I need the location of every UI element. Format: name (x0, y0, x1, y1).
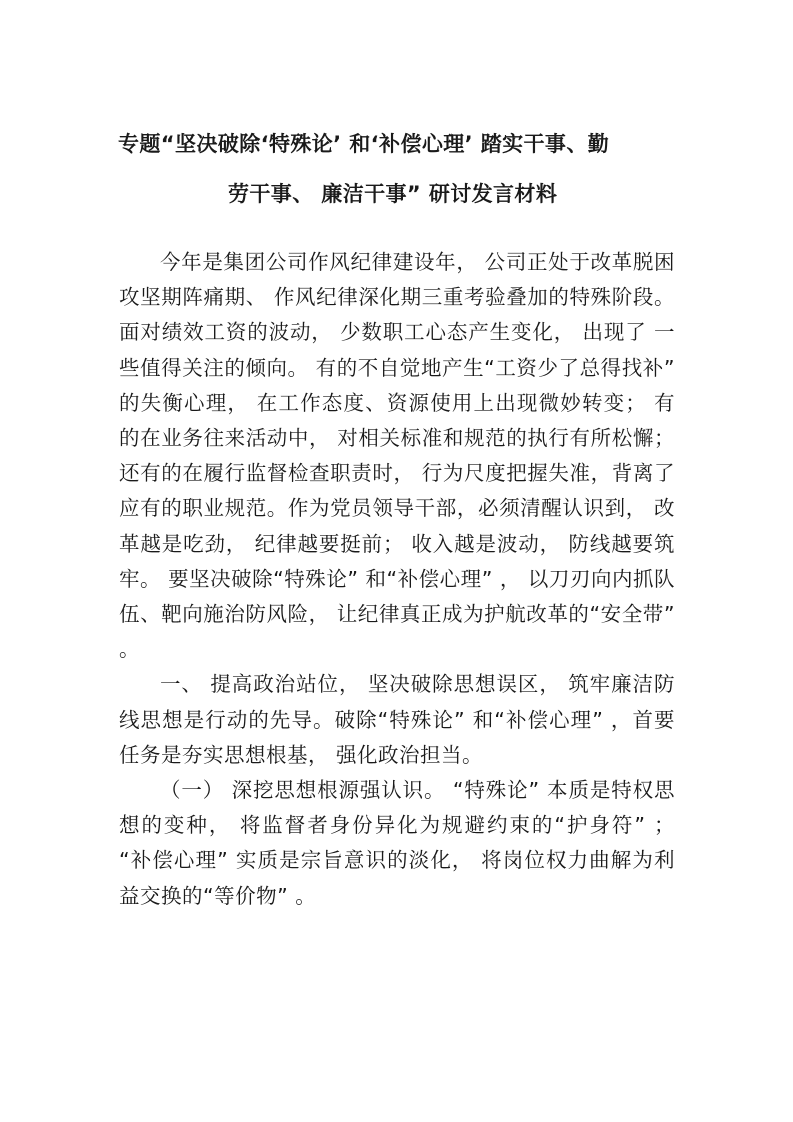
paragraph-subsection-1: （一） 深挖思想根源强认识。 “特殊论” 本质是特权思想的变种， 将监督者身份异化为规避约束的“护身符” ； “补偿心理” 实质是宗旨意识的淡化， 将岗位权力曲解为利益交换的“等价物” 。 (119, 778, 675, 908)
paragraph-intro: 今年是集团公司作风纪律建设年， 公司正处于改革脱困攻坚期阵痛期、 作风纪律深化期三重考验叠加的特殊阶段。 面对绩效工资的波动， 少数职工心态产生变化， 出现了 一些值得关注的倾向。 有的不自觉地产生“工资少了总得找补” 的失衡心理， 在工作态度、资源使用上出现微妙转变； 有的在业务往来活动中， 对相关标准和规范的执行有所松懈； 还有的在履行监督检查职责时， 行为尺度把握失准，背离了 应有的职业规范。作为党员领导干部，必须清醒认识到， 改革越是吃劲， 纪律越要挺前； 收入越是波动， 防线越要筑牢。 要坚决破除“特殊论” 和“补偿心理” ， 以刀刃向内抓队伍、靶向施治防风险， 让纪律真正成为护航改革的“安全带” 。 (119, 250, 675, 662)
title-line-2: 劳干事、 廉洁干事” 研讨发言材料 (228, 182, 558, 206)
title-line-1: 专题“坚决破除‘特殊论’ 和‘补偿心理’ 踏实干事、勤 (118, 132, 610, 156)
document-body (119, 245, 675, 914)
paragraph-section-1: 一、 提高政治站位， 坚决破除思想误区， 筑牢廉洁防线思想是行动的先导。破除“特殊论” 和“补偿心理” ，首要任务是夯实思想根基， 强化政治担当。 (119, 672, 675, 767)
